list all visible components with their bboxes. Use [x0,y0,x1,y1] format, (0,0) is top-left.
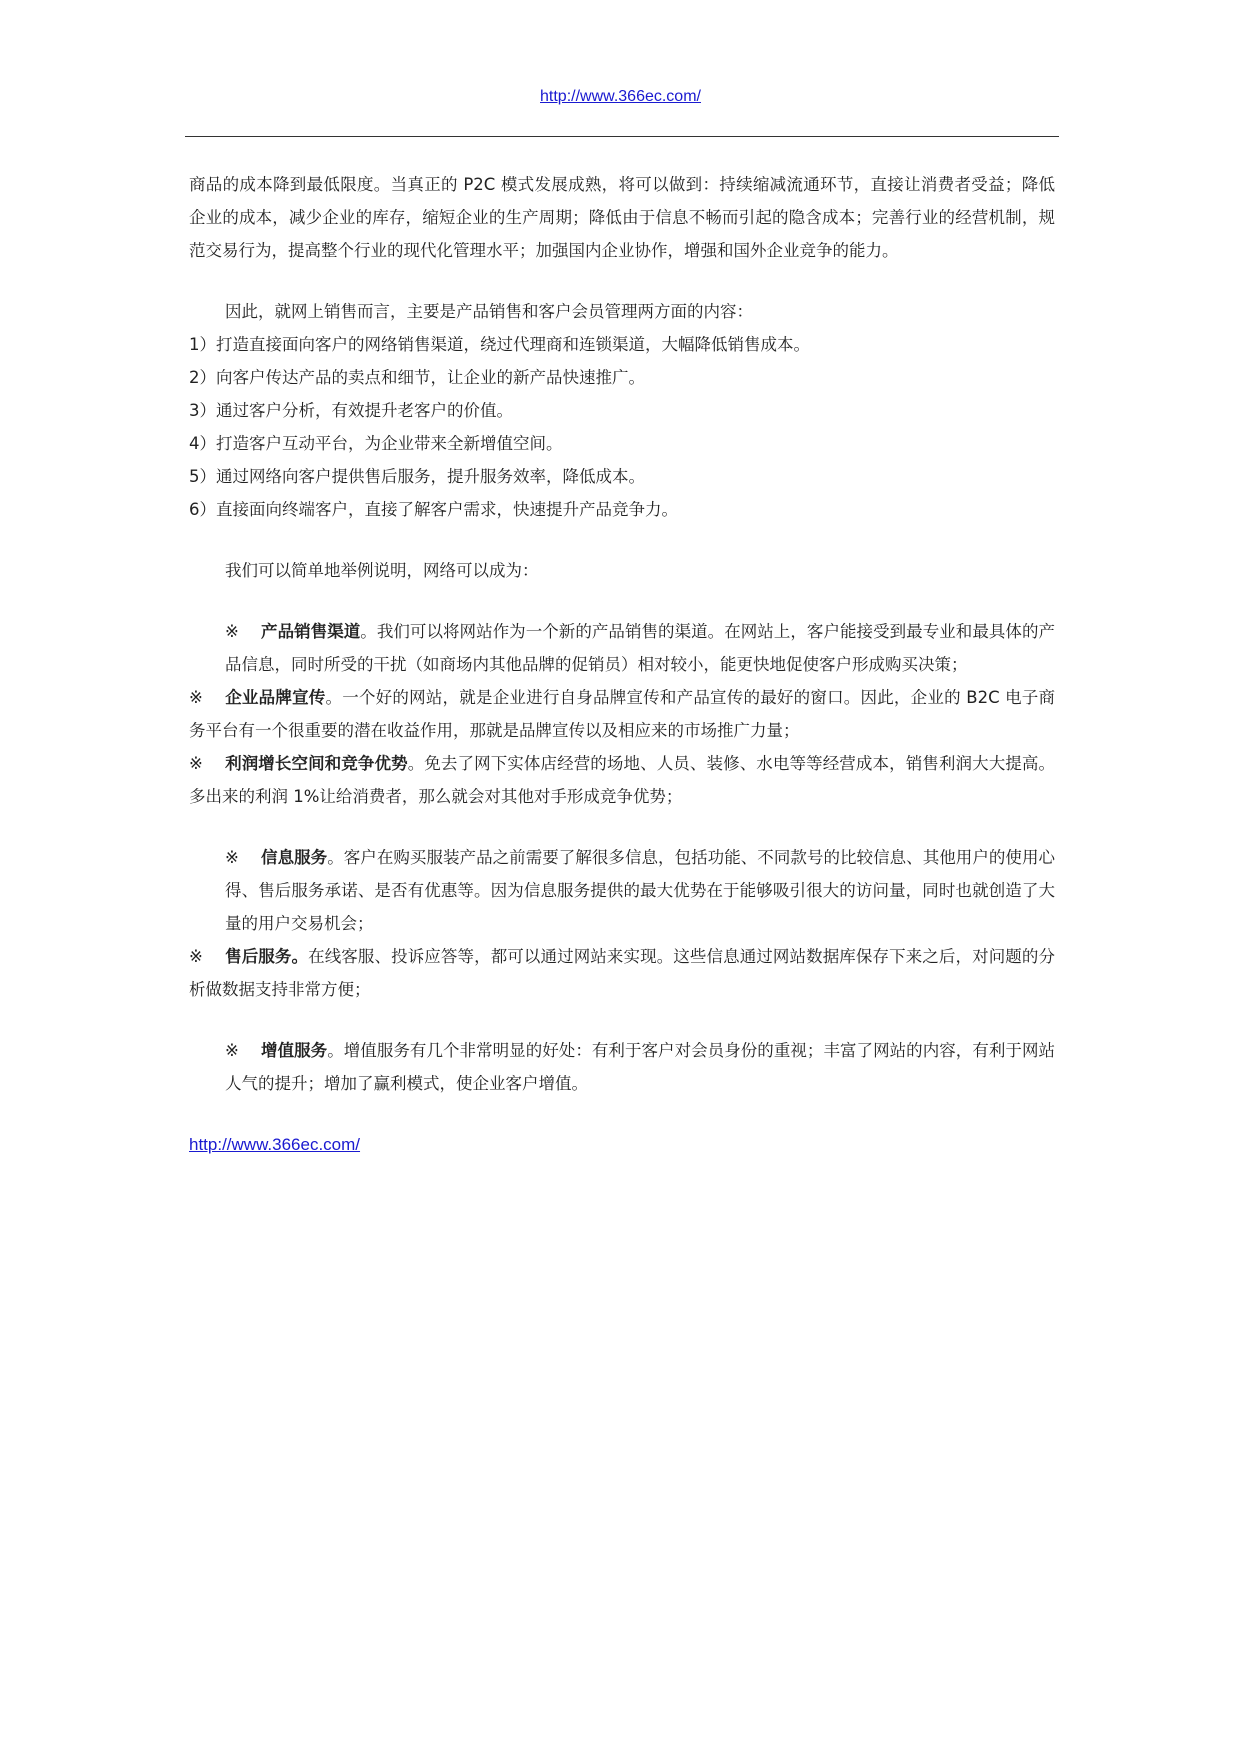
reference-mark-icon: ※ [225,1041,239,1060]
list-item: 6）直接面向终端客户，直接了解客户需求，快速提升产品竞争力。 [189,500,678,519]
bullet-text: 。免去了网下实体店经营的场地、人员、装修、水电等等经营成本，销售利润大大提高。多出来的利润 1%让给消费者，那么就会对其他对手形成竞争优势； [189,754,1056,806]
intro-paragraph: 商品的成本降到最低限度。当真正的 P2C 模式发展成熟，将可以做到：持续缩减流通环节，直接让消费者受益；降低企业的成本，减少企业的库存，缩短企业的生产周期；降低由于信息不畅而引起的隐含成本；完善行业的经营机制，规范交易行为，提高整个行业的现代化管理水平；加强国内企业协作，增强和国外企业竞争的能力。 [189,175,1055,260]
example-intro: 我们可以简单地举例说明，网络可以成为： [225,561,539,580]
list-item: 2）向客户传达产品的卖点和细节，让企业的新产品快速推广。 [189,368,645,387]
header-divider [185,136,1059,137]
bullet-text: 在线客服、投诉应答等，都可以通过网站来实现。这些信息通过网站数据库保存下来之后，对问题的分析做数据支持非常方便； [189,947,1056,999]
list-item: 4）打造客户互动平台，为企业带来全新增值空间。 [189,434,563,453]
bullet-text: 。客户在购买服装产品之前需要了解很多信息，包括功能、不同款号的比较信息、其他用户的使用心得、售后服务承诺、是否有优惠等。因为信息服务提供的最大优势在于能够吸引很大的访问量，同时也就创造了大量的用户交易机会； [225,848,1056,933]
reference-mark-icon: ※ [189,754,203,773]
bullet-text: 。增值服务有几个非常明显的好处：有利于客户对会员身份的重视；丰富了网站的内容，有利于网站人气的提升；增加了赢利模式，使企业客户增值。 [225,1041,1056,1093]
reference-mark-icon: ※ [189,688,203,707]
reference-mark-icon: ※ [225,848,239,867]
list-item: 5）通过网络向客户提供售后服务，提升服务效率，降低成本。 [189,467,645,486]
bullet-text: 。一个好的网站，就是企业进行自身品牌宣传和产品宣传的最好的窗口。因此，企业的 B2C 电子商务平台有一个很重要的潜在收益作用，那就是品牌宣传以及相应来的市场推广力量； [189,688,1056,740]
reference-mark-icon: ※ [225,622,239,641]
summary-paragraph: 因此，就网上销售而言，主要是产品销售和客户会员管理两方面的内容： [225,302,753,321]
bullet-item-after-sales [189,940,1055,1006]
bullet-item-brand [189,681,1055,747]
bullet-item-profit [189,747,1055,813]
bullet-title: 企业品牌宣传 [225,688,326,707]
list-item: 3）通过客户分析，有效提升老客户的价值。 [189,401,513,420]
bullet-item-value-added [189,1034,1055,1100]
header-url-link[interactable]: http://www.366ec.com/ [540,88,701,105]
bullet-item-info-service [189,841,1055,940]
bullet-title: 产品销售渠道 [261,622,361,641]
document-body [189,168,1055,1161]
bullet-title: 信息服务 [261,848,328,867]
bullet-title: 增值服务 [261,1041,328,1060]
bullet-title: 售后服务。 [225,947,309,966]
list-item: 1）打造直接面向客户的网络销售渠道，绕过代理商和连锁渠道，大幅降低销售成本。 [189,335,810,354]
bullet-text: 。我们可以将网站作为一个新的产品销售的渠道。在网站上，客户能接受到最专业和最具体的产品信息，同时所受的干扰（如商场内其他品牌的促销员）相对较小，能更快地促使客户形成购买决策； [225,622,1056,674]
bullet-title: 利润增长空间和竞争优势 [225,754,408,773]
reference-mark-icon: ※ [189,947,203,966]
bullet-item-sales-channel [189,615,1055,681]
footer-url-link[interactable]: http://www.366ec.com/ [189,1135,361,1154]
